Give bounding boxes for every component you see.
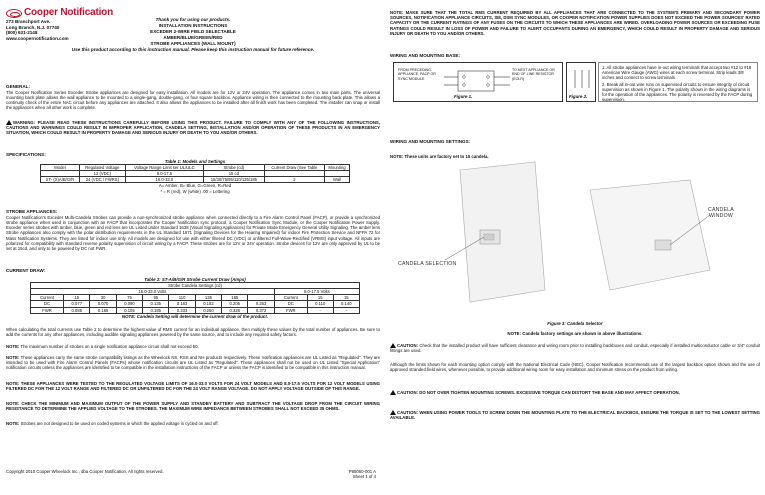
factory-settings-note: NOTE: These units are factory set to 15 candela. — [390, 154, 489, 159]
figure-3-note: NOTE: Candela factory settings are shown in above illustrations. — [507, 331, 643, 336]
caution-power-tools: CAUTION: WHEN USING POWER TOOLS TO SCREW DOWN THE MOUNTING PLATE TO THE ELECTRICAL BACKBOX, ENSURE THE TORQUE IS SET TO THE LOWEST SETTING AVAILABLE. — [390, 410, 760, 421]
candela-selection-label: CANDELA SELECTION — [398, 261, 457, 267]
caution-overtighten: CAUTION: DO NOT OVER TIGHTEN MOUNTING SCREWS. EXCESSIVE TORQUE CAN DISTORT THE BASE AND MAY AFFECT OPERATION. — [390, 390, 760, 395]
wire-break-diagram — [571, 68, 593, 90]
figure-2: Figure 2. — [566, 62, 596, 102]
wiring-diagram — [444, 67, 510, 97]
candela-selector-illustration — [440, 160, 740, 310]
document-header: Thank you for using our products. INSTALLATION INSTRUCTIONS EXCEDER 2-WIRE FIELD SELECTABLE AMBER/BLUE/GREEN/RED STROBE APPLIANCES (WALL MOUNT) Use this product according to this instruction manual. Please keep this instruction manual for future reference. — [71, 17, 315, 52]
strobe-appliances-section: STROBE APPLIANCES: Cooper Notification's Exceder Multi-Candela Strobes can provide a non-synchronized strobe appliance when connected directly to a Fire Alarm Control Panel (FACP), or provide a synchronized strobe appliance when used in conjunction with an FACP that incorporates the Cooper Notification sync protocol, a Cooper Notification Sync Module, or the Cooper Notification Power Supply. Exceder series strobes with amber, blue, green and red lens are UL Listed under Standard 1638 (Visual Signaling Appliances) for Private Mode Emergency General Utility Signaling. The amber lens Strobe Appliances also comply with the polar distribution requirements in the UL Standard 1971 (Signaling Devices for the Hearing Impaired) for indoor Fire Protection Service and NFPA 72 for Mass Notification Systems. They are listed for indoor use only. All models are designed for use with either filtered DC (VDC) or unfiltered Full-Wave-Rectified (VRMS) input voltage. All inputs are polarized for compatibility with standard reverse polarity supervision of circuit wiring by a FACP. These strobes are for 12V or 24V operation. Strobe devices for 12V are only approved by UL to be set at 15cd, and only to be powered by DC not FWR. — [6, 209, 380, 251]
sheet-number: Sheet 1 of 4 — [352, 474, 376, 480]
wiring-settings-heading: WIRING AND MOUNTING SETTINGS: — [390, 139, 471, 144]
max-strobes-note: NOTE: The maximum number of strobes on a single notification appliance circuit shall not exceed 50. — [6, 344, 199, 349]
current-draw-table: Strobe Candela Settings (cd) 16.0-33.0 Volts 8.0-17.5 Volts Current 15 30 75 95 110 135 185 Current 15 15 DC 0.077 0.070 0.090 0.135 0.163 0.182 0.205 0.253 DC 0.110 0.140 FWR 0.085 0.165 0.105 0.185 0.233 0.250 0.328 0.372 FWR - - — [30, 282, 360, 313]
figure-1: FROM PRECEDING APPLIANCE, FACP OR SYNC MODULE TO NEXT APPLIANCE OR END OF LINE RESISTOR (EOLR) Figure 1. — [393, 62, 563, 102]
caution-icon — [390, 390, 396, 395]
company-address: 273 Branchport Ave. Long Branch, N.J. 07740 (800) 631-2148 www.coopernotification.com — [6, 19, 69, 42]
power-supply-note: NOTE: CHECK THE MINIMUM AND MAXIMUM OUTPUT OF THE POWER SUPPLY AND STANDBY BATTERY AND SUBTRACT THE VOLTAGE DROP FROM THE CIRCUIT WIRING RESISTANCE TO DETERMINE THE APPLIED VOLTAGE TO THE STROBES. THE MAXIMUM WIRE IMPEDANCE BETWEEN STROBES SHALL NOT EXCEED 35 OHMS. — [6, 401, 380, 412]
current-table-wrap: Table 2: ST-A/B/G/R Strobe Current Draw (Amps) Strobe Candela Settings (cd) 16.0-33.0 Volts 8.0-17.5 Volts Current 15 30 75 95 110 135 185 Current 15 15 DC 0.077 0.070 0.090 0.135 0.163 0.182 0.205 0.253 DC 0.110 0.140 FWR 0.085 0.165 0.105 0.185 0.233 0.250 0.328 0.372 FWR - - NOTE: Candela Setting will determine the current draw of the product. — [30, 277, 360, 319]
caution-clearance: CAUTION: Check that the installed product will have sufficient clearance and wiring room prior to installing backboxes and conduit, especially if installed multiconductor cable or 3/4" conduit fittings are used. — [390, 343, 760, 354]
calc-paragraph: When calculating the total currents use Table 2 to determine the highest value of RMS current for an individual appliance, then multiply these values by the total number of appliances. Be sure to add the currents for any other appliances, including audible signaling appliances powered by the same source, and to include any required safety factors. — [6, 327, 380, 338]
warning-block: WARNING: PLEASE READ THESE INSTRUCTIONS CAREFULLY BEFORE USING THIS PRODUCT. FAILURE TO COMPLY WITH ANY OF THE FOLLOWING INSTRUCTIONS, CAUTIONS AND WARNINGS COULD RESULT IN IMPROPER APPLICATION, CANDELA SETTING, INSTALLATION AND/OR OPERATION OF THESE PRODUCTS IN AN EMERGENCY SITUATION, WHICH COULD RESULT IN PROPERTY DAMAGE AND SERIOUS INJURY OR DEATH TO YOU AND/OR OTHERS. — [6, 120, 380, 136]
total-current-note: NOTE: MAKE SURE THAT THE TOTAL RMS CURRENT REQUIRED BY ALL APPLIANCES THAT ARE CONNECTED TO THE SYSTEM'S PRIMARY AND SECONDARY POWER SOURCES, NOTIFICATION APPLIANCE CIRCUITS, SM, DSM SYNC MODULES, OR COOPER NOTIFICATION POWER SUPPLIES DOES NOT EXCEED THE POWER SOURCES' RATED CAPACITY OR THE CURRENT RATINGS OF ANY FUSES ON THE CIRCUITS TO WHICH THESE APPLIANCES ARE WIRED. OVERLOADING POWER SOURCES OR EXCEEDING FUSE RATINGS COULD RESULT IN LOSS OF POWER AND FAILURE TO ALERT OCCUPANTS DURING AN EMERGENCY, WHICH COULD RESULT IN PROPERTY DAMAGE AND SERIOUS INJURY OR DEATH TO YOU AND/OR OTHERS. — [390, 10, 760, 36]
copyright: Copyright 2010 Cooper Wheelock Inc., dba Cooper Notification. All rights reserved. — [6, 469, 164, 474]
models-table: Model Regulated Voltage Voltage Range Limit ser UL/ULC Strobe (cd) Current Draw (See Table Mounting 12 (VDC) 8.0-17.5 15 cd ST- (X)A/B/G/R 24 (VDC / FWRS) 16.0-33.0 15/30/75/95/110/135/185 2 Wall — [40, 164, 350, 183]
backbox-paragraph: Although the limits shown for each mounting option comply with the National Electrical Code (NEC), Cooper Notification recommends use of the largest backbox option shown and the use of approved stranded field wires, whenever possible, to provide additional wiring room for easy installation and minimum stress on the product from wiring. — [390, 362, 760, 373]
coded-systems-note: NOTE: Strobes are not designed to be used on coded systems in which the applied voltage is cycled on and off. — [6, 421, 219, 426]
figure-3-caption: Figure 3: Candela Selector — [547, 321, 603, 326]
document-number: P85060-001 A — [348, 469, 376, 474]
compat-note: NOTE: These appliances carry the same strobe compatibility listings as the Wheelock NS, RSS and NH products respectively. These notification appliances are UL Listed as "Regulated". They are intended to be used with Fire Alarm Control Panels (FACPs) whose notification circuits are UL Listed as "Regulated". These appliances shall not be used on UL Listed "Special Application" notification circuits unless the appliances are identified to be compatible in the installation instructions of the FACP or unless the FACP is identified to be compatible in this instruction manual. — [6, 355, 380, 371]
wiring-base-heading: WIRING AND MOUNTING BASE: — [390, 53, 461, 58]
wiring-instructions: 1. All strobe appliances have in-out wiring terminals that accept two #12 to #18 American Wire Gauge (AWG) wires at each screw terminal. Strip leads 3/8 inches and connect to screw terminals. 2. Break all in-out wire runs on supervised circuits to ensure integrity of circuit supervision as shown in Figure 1. The polarity shown in the wiring diagrams is for the operation of the appliances. The polarity is reversed by the FACP during supervision. — [598, 62, 758, 102]
general-section: GENERAL: The Cooper Notification Series Exceder Strobe appliances are designed for easy installation. All models are for 12V or 24V operation. The appliance comes in two main parts. The universal mounting back plate allows the wall appliance to be mounted to a single-gang, double-gang, or four square backbox. Appliance wiring is then connected to the mounting back plate. This allows a continuity check of the entire NAC circuit before any appliances are attached. It also allows the appliances to be installed after all finish work has been completed. The installer can snap or install the appliances when all other work is complete. — [6, 84, 380, 111]
specifications-section: SPECIFICATIONS: — [6, 152, 46, 157]
candela-window-label: CANDELA WINDOW — [708, 207, 734, 220]
footer — [6, 469, 376, 480]
current-draw-section: CURRENT DRAW: — [6, 268, 46, 273]
models-table-wrap: Table 1: Models and Settings Model Regulated Voltage Voltage Range Limit ser UL/ULC Strobe (cd) Current Draw (See Table Mounting 12 (VDC) 8.0-17.5 15 cd ST- (X)A/B/G/R 24 (VDC / FWRS) 16.0-33.0 15/30/75/95/110/135/185 2 Wall A= Amber, B= Blue, G=Green, R=Red * = R (red), W (white) .00 = Lettering — [40, 159, 350, 194]
company-name: Cooper Notification — [24, 6, 113, 18]
voltage-limits-note: NOTE: THESE APPLIANCES WERE TESTED TO THE REGULATED VOLTAGE LIMITS OF 16.0-33.0 VOLTS FOR 24 VOLT MODELS AND 8.0-17.5 VOLTS FOR 12 VOLT MODELS USING FILTERED DC FOR THE 12 VOLT RANGE AND FILTERED DC OR UNFILTERED DC FOR THE 24 VOLT RANGE VOLTAGE. DO NOT APPLY VOLTAGE OUTSIDE OF THIS RANGE. — [6, 381, 380, 392]
